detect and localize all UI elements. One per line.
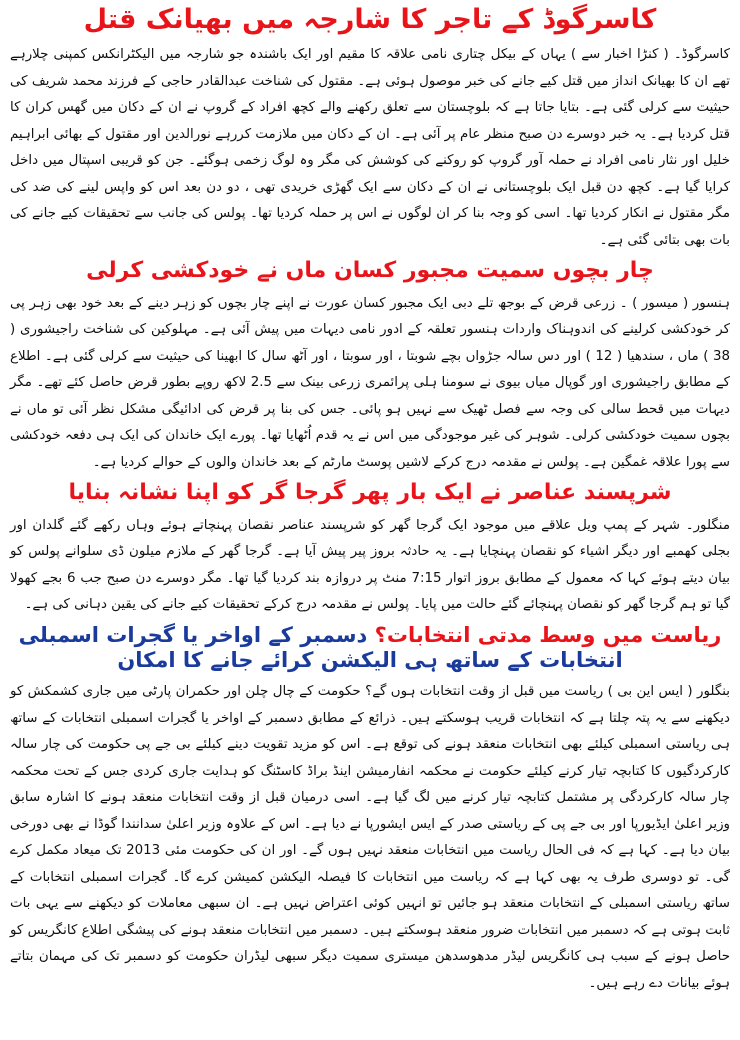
headline-midterm-rest: دسمبر کے اواخر یا گجرات اسمبلی انتخابات کے ساتھ ہی الیکشن کرائے جانے کا امکان: [18, 622, 623, 672]
headline-sharjah-murder: کاسرگوڈ کے تاجر کا شارجہ میں بھیانک قتل: [83, 4, 657, 35]
article-body-midterm-elections: بنگلور ( ایس این بی ) ریاست میں قبل از وقت انتخابات ہوں گے؟ حکومت کے چال چلن اور حکمران پارٹی میں جاری کشمکش کو دیکھنے سے یہ پتہ چلتا ہے کہ انتخابات قریب ہوسکتے ہیں۔ ذرائع کے مطابق دسمبر کے اواخر یا گجرات اسمبلی انتخابات کے ساتھ ہی ریاستی اسمبلی کیلئے بھی انتخابات منعقد ہونے کی توقع ہے۔ اس کو مزید تقویت دینے کیلئے بی جے پی حکومت کی چار سالہ کارکردگیوں کا کتابچہ تیار کرنے کیلئے حکومت نے محکمہ انفارمیشن اینڈ براڈ کاسٹنگ کو ہدایت جاری کردی جس کے تحت محکمہ چار سالہ کارکردگی پر مشتمل کتابچہ تیار کرنے میں لگ گیا ہے۔ اسی درمیان قبل از وقت انتخابات منعقد ہونے کا اشارہ سابق وزیر اعلیٰ ایڈیورپا اور بی جے پی کے ریاستی صدر کے ایس ایشورپا نے دیا ہے۔ اس کے علاوہ وزیر اعلیٰ سدانندا گوڈا نے بھی دورخی بیان دیا ہے۔ کہا ہے کہ فی الحال ریاست میں انتخابات منعقد نہیں ہوں گے۔ اور ان کی حکومت مئی 2013 تک میعاد مکمل کرے گی۔ تو دوسری طرف یہ بھی کہا ہے کہ ریاست میں انتخابات کا فیصلہ الیکشن کمیشن کرے گا۔ گجرات اسمبلی انتخابات کے ساتھ ریاستی اسمبلی کے انتخابات منعقد ہو جائیں تو انہیں کوئی اعتراض نہیں ہے۔ ان سبھی معاملات کو دیکھنے سے یہی بات ثابت ہوتی ہے کہ دسمبر میں انتخابات ضرور منعقد ہوسکتے ہیں۔ دسمبر میں انتخابات منعقد ہونے کی پیشگی اطلاع کانگریس کو حاصل ہونے کے سبب ہی کانگریس لیڈر مدھوسدھن میستری سمیت دیگر سبھی لیڈران حکومت کو دسمبر تک کی مہمان بتاتے ہوئے بیانات دے رہے ہیں۔: [10, 684, 730, 991]
article-body-church-attack: منگلور۔ شہر کے پمپ ویل علاقے میں موجود ایک گرجا گھر کو شرپسند عناصر نقصان پہنچاتے ہوئے وہاں رکھے گئے گلدان اور بجلی کھمبے اور دیگر اشیاء کو نقصان پہنچایا ہے۔ یہ حادثہ بروز پیر پیش آیا ہے۔ گرجا گھر کے ملازم میلون ڈی سلوانے پولس کو بیان دیتے ہوئے کہا کہ معمول کے مطابق بروز اتوار 7:15 منٹ پر دروازہ بند کردیا گیا تھا۔ مگر دوسرے دن صبح جب 6 بجے کھولا گیا تو ہم گرجا گھر کو نقصان پہنچائے گئے حالت میں پایا۔ پولس نے مقدمہ درج کرکے تحقیقات کیے جانے کی یقین دہانی کی ہے۔: [10, 517, 730, 613]
article-midterm-elections: [10, 623, 730, 997]
article-farmer-suicide: [10, 258, 730, 476]
article-church-attack: [10, 480, 730, 618]
headline-midterm-lead: ریاست میں وسط مدتی انتخابات؟: [374, 622, 722, 647]
article-shop-owner-murder: [10, 4, 730, 254]
headline-church-attack: شرپسند عناصر نے ایک بار پھر گرجا گر کو اپنا نشانہ بنایا: [68, 480, 672, 506]
headline-midterm-elections: [10, 623, 730, 673]
article-body-farmer-suicide: ہنسور ( میسور ) ۔ زرعی قرض کے بوجھ تلے دبی ایک مجبور کسان عورت نے اپنے چار بچوں کو زہر دینے کے بعد خود بھی زہر پی کر خودکشی کرلینے کی اندوہناک واردات ہنسور تعلقہ کے ادور نامی دیہات میں پیش آئی ہے۔ مہلوکین کی شناخت راجیشوری ( 38 ) ماں ، سندھیا ( 12 ) اور دس سالہ جڑواں بچے شوبتا ، اور سوبتا ، اور آٹھ سال کا ابھینا کی حیثیت سے کرلی گئی ہے۔ اطلاع کے مطابق راجیشوری اور گوپال میاں بیوی نے سومنا ہلی پرائمری زرعی بینک سے 2.5 لاکھ روپے بطور قرض حاصل کئے تھے۔ مگر دیہات میں قحط سالی کی وجہ سے فصل ٹھیک سے نہیں ہو پائی۔ جس کی بنا پر قرض کی ادائیگی مشکل نظر آئی تو ماں نے بچوں سمیت خودکشی کرلی۔ شوہر کی غیر موجودگی میں اس نے یہ قدم اُٹھایا تھا۔ پورے ایک خاندان کی ایک ہی دفعہ خودکشی سے پورا علاقہ غمگین ہے۔ پولس نے مقدمہ درج کرکے لاشیں پوسٹ مارٹم کے بعد خاندان والوں کے حوالے کردیا ہے۔: [10, 295, 730, 470]
article-body-sharjah-murder: کاسرگوڈ۔ ( کنڑا اخبار سے ) یہاں کے بیکل چتاری نامی علاقہ کا مقیم اور ایک باشندہ جو شارجہ میں الیکٹرانکس کمپنی چلارہے تھے ان کا بھیانک انداز میں قتل کیے جانے کی خبر موصول ہوئی ہے۔ مقتول کی شناخت عبدالقادر حاجی کے فرزند محمد شریف کی حیثیت سے کرلی گئی ہے۔ بتایا جاتا ہے کہ بلوچستان سے تعلق رکھنے والے کچھ افراد کے گروپ نے ان کے دکان میں گھس کران کا قتل کردیا ہے۔ یہ خبر دوسرے دن صبح منظر عام پر آئی ہے۔ ان کے دکان میں ملازمت کررہے نورالدین اور مقتول کے بھائی ابراہیم خلیل اور نثار نامی افراد نے حملہ آور گروپ کو روکنے کی کوشش کی مگر وہ لوگ زخمی ہوگئے۔ جن کو قریبی اسپتال میں داخل کرایا گیا ہے۔ کچھ دن قبل ایک بلوچستانی نے ان کے دکان سے ایک گھڑی خریدی تھی ، دو دن بعد اس کو واپس لینے کی ضد کی مگر مقتول نے انکار کردیا تھا۔ اسی کو وجہ بنا کر ان لوگوں نے اس پر حملہ کردیا تھا۔ پولس کی جانب سے تحقیقات کیے جانے کی بات بھی بتائی گئی ہے۔: [10, 47, 730, 248]
headline-farmer-mother-suicide: چار بچوں سمیت مجبور کسان ماں نے خودکشی کرلی: [86, 258, 654, 284]
